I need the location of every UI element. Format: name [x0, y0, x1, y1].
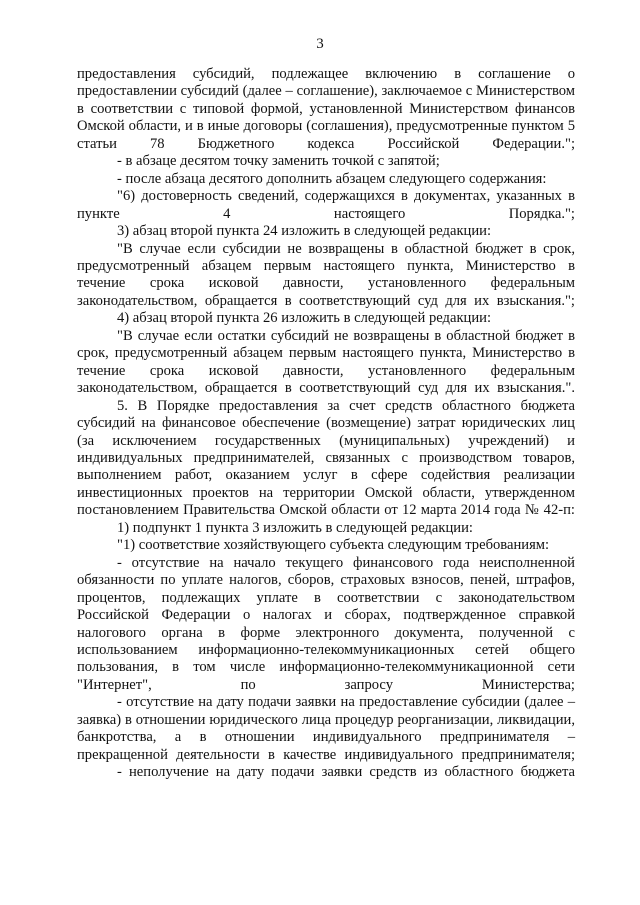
paragraph: предоставления субсидий, подлежащее включению в соглашение о предоставлении субсидий (далее – соглашение), заключаемое с Министерством в соответствии с типовой формой, установленной Министерством финансов Омской области, и в иные договоры (соглашения), предусмотренные пунктом 5 статьи 78 Бюджетного кодекса Российской Федерации."; — [77, 66, 575, 152]
page-number: 3 — [316, 36, 324, 52]
document-body — [77, 66, 575, 782]
paragraph: - неполучение на дату подачи заявки средств из областного бюджета — [117, 764, 575, 781]
paragraph: 4) абзац второй пункта 26 изложить в следующей редакции: — [117, 310, 492, 327]
paragraph: - отсутствие на начало текущего финансового года неисполненной обязанности по уплате налогов, сборов, страховых взносов, пеней, штрафов, процентов, подлежащих уплате в соответствии с законодательством Российской Федерации о налогах и сборах, подтвержденное справкой налогового органа в форме электронного документа, полученной с использованием информационно-телекоммуникационных сетей общего пользования, в том числе информационно-телекоммуникационной сети "Интернет", по запросу Министерства; — [77, 554, 575, 693]
paragraph: "6) достоверность сведений, содержащихся в документах, указанных в пункте 4 настоящего Порядка."; — [77, 188, 575, 222]
paragraph: - отсутствие на дату подачи заявки на предоставление субсидии (далее – заявка) в отношении юридического лица процедур реорганизации, ликвидации, банкротства, а в отношении индивидуального предпринимателя – прекращенной деятельности в качестве индивидуального предпринимателя; — [77, 694, 575, 763]
paragraph: "1) соответствие хозяйствующего субъекта следующим требованиям: — [117, 537, 550, 554]
paragraph: "В случае если субсидии не возвращены в областной бюджет в срок, предусмотренный абзацем первым настоящего пункта, Министерство в течение срока исковой давности, установленного федеральным законодательством, обращается в соответствующий суд для их взыскания."; — [77, 240, 575, 309]
paragraph: 3) абзац второй пункта 24 изложить в следующей редакции: — [117, 223, 492, 240]
paragraph: 5. В Порядке предоставления за счет средств областного бюджета субсидий на финансовое обеспечение (возмещение) затрат юридических лиц (за исключением государственных (муниципальных) учреждений) и индивидуальных предпринимателей, связанных с производством товаров, выполнением работ, оказанием услуг в сфере содействия реализации инвестиционных проектов на территории Омской области, утвержденном постановлением Правительства Омской области от 12 марта 2014 года № 42-п: — [77, 397, 575, 519]
paragraph: 1) подпункт 1 пункта 3 изложить в следующей редакции: — [117, 519, 473, 536]
paragraph: - в абзаце десятом точку заменить точкой с запятой; — [117, 153, 440, 170]
paragraph: - после абзаца десятого дополнить абзацем следующего содержания: — [117, 170, 547, 187]
paragraph: "В случае если остатки субсидий не возвращены в областной бюджет в срок, предусмотренный абзацем первым настоящего пункта, Министерство в течение срока исковой давности, установленного федеральным законодательством, обращается в соответствующий суд для их взыскания.". — [77, 327, 575, 397]
